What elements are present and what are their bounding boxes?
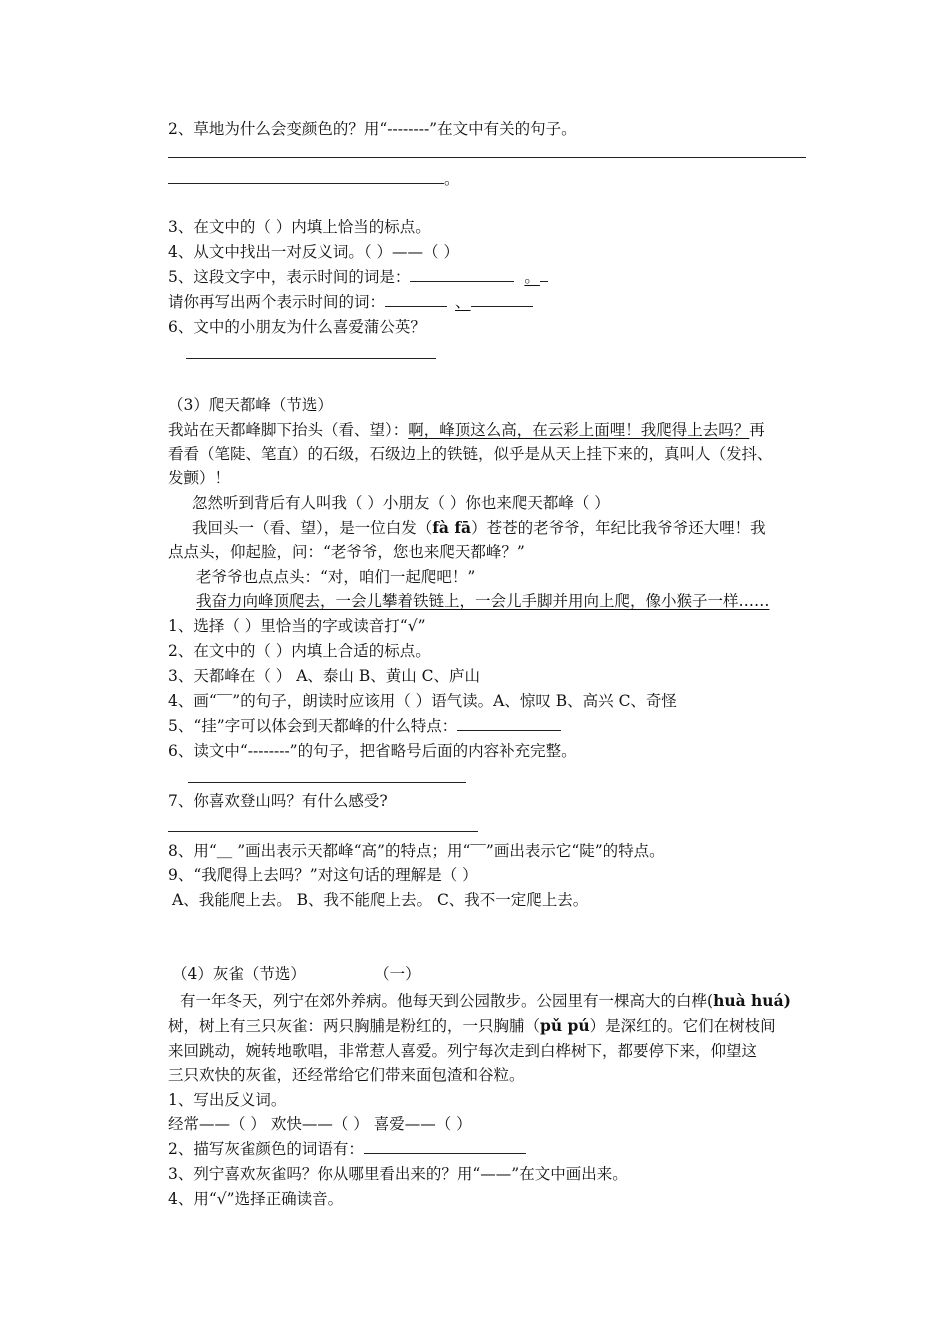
s3-question-7: 7、你喜欢登山吗？有什么感受? bbox=[168, 792, 388, 810]
s3-passage-line2: 看看（笔陡、笔直）的石级，石级边上的铁链，似乎是从天上挂下来的，真叫人（发抖、 bbox=[168, 445, 773, 463]
s3-question-6: 6、读文中“--------”的句子，把省略号后面的内容补充完整。 bbox=[168, 742, 577, 760]
s3-passage-p5: 我奋力向峰顶爬去，一会儿攀着铁链上，一会儿手脚并用向上爬，像小猴子一样…… bbox=[196, 592, 770, 610]
answer-blank[interactable] bbox=[168, 168, 444, 184]
s3-question-4: 4、画“‾‾”的句子，朗读时应该用（ ）语气读。A、惊叹 B、高兴 C、奇怪 bbox=[168, 692, 677, 710]
s3-passage-line1: 我站在天都峰脚下抬头（看、望）：啊，峰顶这么高，在云彩上面哩！我爬得上去吗？再 bbox=[168, 421, 765, 439]
s3-passage-line3: 发颤）！ bbox=[168, 469, 231, 487]
answer-line[interactable] bbox=[168, 831, 478, 832]
s2-question-5b: 请你再写出两个表示时间的词： 、 bbox=[168, 291, 533, 313]
s4-passage-line2: 树，树上有三只灰雀：两只胸脯是粉红的，一只胸脯（pǔ pú）是深红的。它们在树枝间 bbox=[168, 1016, 776, 1035]
s4-title: （4）灰雀（节选） （一） bbox=[172, 965, 421, 983]
s3-passage-p2: 忽然听到背后有人叫我（ ）小朋友（ ）你也来爬天都峰（ ） bbox=[192, 494, 610, 512]
s3-question-8: 8、用“＿ ”画出表示天都峰“高”的特点；用“‾‾”画出表示它“陡”的特点。 bbox=[168, 842, 665, 860]
s3-passage-p4: 老爷爷也点点头：“对，咱们一起爬吧！” bbox=[196, 568, 476, 586]
s4-passage-line3: 来回跳动，婉转地歌唱，非常惹人喜爱。列宁每次走到白桦树下，都要停下来，仰望这 bbox=[168, 1042, 758, 1060]
s3-question-5: 5、“挂”字可以体会到天都峰的什么特点： bbox=[168, 715, 561, 737]
answer-line[interactable] bbox=[188, 782, 466, 783]
s4-question-4: 4、用“√”选择正确读音。 bbox=[168, 1190, 344, 1208]
answer-line[interactable] bbox=[186, 358, 436, 359]
s4-passage-line1: 有一年冬天，列宁在郊外养病。他每天到公园散步。公园里有一棵高大的白桦(huà huá) bbox=[180, 991, 791, 1010]
answer-blank[interactable] bbox=[410, 266, 514, 282]
s2-question-4: 4、从文中找出一对反义词。（ ）——（ ） bbox=[168, 243, 459, 261]
s4-question-1: 1、写出反义词。 bbox=[168, 1091, 287, 1109]
answer-blank[interactable] bbox=[364, 1138, 526, 1154]
s4-question-3: 3、列宁喜欢灰雀吗？你从哪里看出来的？用“——”在文中画出来。 bbox=[168, 1165, 628, 1183]
s3-passage-p3: 我回头一（看、望），是一位白发（fà fā）苍苍的老爷爷，年纪比我爷爷还大哩！我 bbox=[192, 518, 766, 537]
s3-passage-p3-line2: 点点头，仰起脸，问：“老爷爷，您也来爬天都峰？” bbox=[168, 543, 525, 561]
s3-question-2: 2、在文中的（ ）内填上合适的标点。 bbox=[168, 642, 431, 660]
s3-question-9-options: A、我能爬上去。 B、我不能爬上去。 C、我不一定爬上去。 bbox=[172, 891, 589, 909]
s3-question-9: 9、“我爬得上去吗？”对这句话的理解是（ ） bbox=[168, 866, 478, 884]
s4-question-2: 2、描写灰雀颜色的词语有： bbox=[168, 1138, 526, 1160]
s3-title: （3）爬天都峰（节选） bbox=[168, 396, 333, 414]
s2-question-2-line2: 。 bbox=[168, 168, 460, 190]
s4-passage-line4: 三只欢快的灰雀，还经常给它们带来面包渣和谷粒。 bbox=[168, 1066, 525, 1084]
s3-question-1: 1、选择（ ）里恰当的字或读音打“√” bbox=[168, 617, 426, 635]
s2-question-5: 5、这段文字中，表示时间的词是： 。 bbox=[168, 266, 548, 288]
answer-blank[interactable] bbox=[471, 291, 533, 307]
answer-blank[interactable] bbox=[385, 291, 447, 307]
answer-line[interactable] bbox=[168, 157, 806, 158]
answer-blank[interactable] bbox=[457, 715, 561, 731]
s4-question-1-items: 经常——（ ） 欢快——（ ） 喜爱——（ ） bbox=[168, 1115, 472, 1133]
s3-question-3: 3、天都峰在（ ） A、泰山 B、黄山 C、庐山 bbox=[168, 667, 481, 685]
s2-question-2: 2、草地为什么会变颜色的？用“--------”在文中有关的句子。 bbox=[168, 120, 577, 138]
s2-question-3: 3、在文中的（ ）内填上恰当的标点。 bbox=[168, 218, 431, 236]
s2-question-6: 6、文中的小朋友为什么喜爱蒲公英？ bbox=[168, 318, 426, 336]
